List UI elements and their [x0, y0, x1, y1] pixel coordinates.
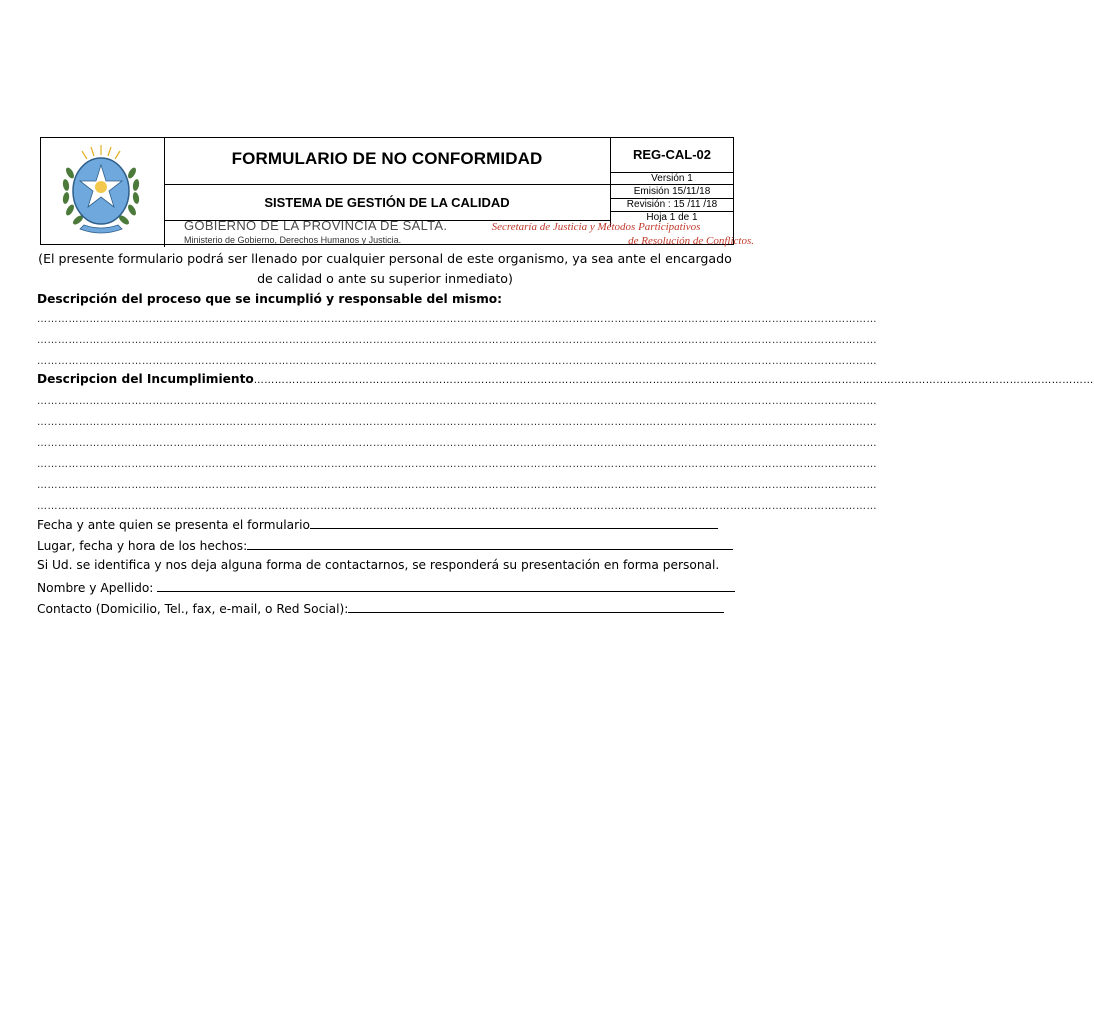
process-description-line[interactable]: …………………………………………………………………………………………………………………………………………………………………………………………………………………… — [37, 335, 877, 346]
breach-row — [37, 372, 1094, 386]
intro-line-1: (El presente formulario podrá ser llenado por cualquier personal de este organismo, ya sea ante el encargado — [38, 251, 732, 266]
date-before-field[interactable] — [310, 516, 718, 529]
place-date-time-label: Lugar, fecha y hora de los hechos: — [37, 539, 248, 553]
revision-date: Revisión : 15 /11 /18 — [626, 199, 718, 210]
version-label: Versión 1 — [651, 173, 693, 184]
name-label: Nombre y Apellido: — [37, 581, 154, 595]
form-code: REG-CAL-02 — [632, 147, 711, 162]
breach-description-inline-line[interactable]: …………………………………………………………………………………………………………………………………………………………………………………………………………………… — [253, 375, 1094, 386]
government-name: GOBIERNO DE LA PROVINCIA DE SALTA. — [184, 218, 448, 233]
place-date-time-field[interactable] — [247, 537, 733, 550]
name-row — [37, 579, 735, 595]
name-field[interactable] — [157, 579, 735, 592]
process-description-line[interactable]: …………………………………………………………………………………………………………………………………………………………………………………………………………………… — [37, 314, 877, 325]
sheet-number: Hoja 1 de 1 — [646, 212, 698, 223]
ministry-name: Ministerio de Gobierno, Derechos Humanos y Justicia. — [184, 235, 402, 245]
date-before-row — [37, 516, 718, 532]
contact-field[interactable] — [348, 600, 724, 613]
coat-of-arms-icon — [58, 143, 144, 239]
breach-description-label: Descripcion del Incumplimiento — [37, 372, 254, 386]
breach-description-line[interactable]: …………………………………………………………………………………………………………………………………………………………………………………………………………………… — [37, 459, 877, 470]
emission-date: Emisión 15/11/18 — [633, 186, 711, 197]
process-description-label: Descripción del proceso que se incumplió y responsable del mismo: — [37, 292, 503, 306]
secretariat-line-2: de Resolución de Conflictos. — [628, 235, 754, 247]
breach-description-line[interactable]: …………………………………………………………………………………………………………………………………………………………………………………………………………………… — [37, 480, 877, 491]
breach-description-line[interactable]: …………………………………………………………………………………………………………………………………………………………………………………………………………………… — [37, 396, 877, 407]
form-subtitle: SISTEMA DE GESTIÓN DE LA CALIDAD — [264, 195, 510, 210]
contact-label: Contacto (Domicilio, Tel., fax, e-mail, o Red Social): — [37, 602, 349, 616]
contact-row — [37, 600, 724, 616]
secretariat-line-1: Secretaría de Justicia y Métodos Participativos — [491, 221, 701, 233]
form-header — [40, 137, 754, 247]
intro-line-2: de calidad o ante su superior inmediato) — [257, 271, 513, 286]
breach-description-line[interactable]: …………………………………………………………………………………………………………………………………………………………………………………………………………………… — [37, 417, 877, 428]
breach-description-line[interactable]: …………………………………………………………………………………………………………………………………………………………………………………………………………………… — [37, 501, 877, 512]
form-title: FORMULARIO DE NO CONFORMIDAD — [231, 149, 543, 168]
process-description-line[interactable]: …………………………………………………………………………………………………………………………………………………………………………………………………………………… — [37, 356, 877, 367]
date-before-label: Fecha y ante quien se presenta el formulario — [37, 518, 310, 532]
identify-note: Si Ud. se identifica y nos deja alguna forma de contactarnos, se responderá su presentación en forma personal. — [37, 558, 720, 572]
breach-description-line[interactable]: …………………………………………………………………………………………………………………………………………………………………………………………………………………… — [37, 438, 877, 449]
place-date-time-row — [37, 537, 733, 553]
